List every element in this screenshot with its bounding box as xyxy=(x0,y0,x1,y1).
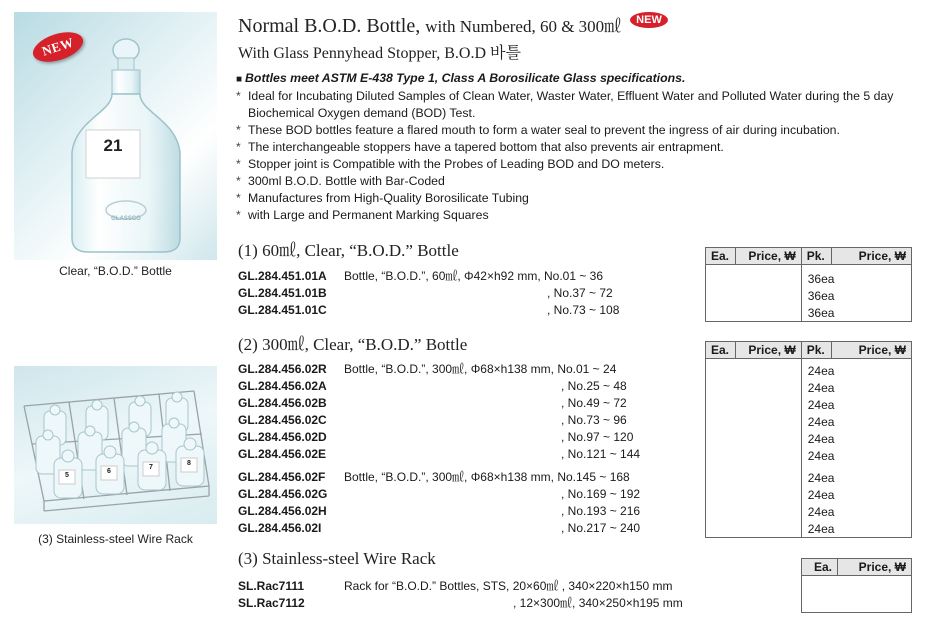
feature-item: * The interchangeable stoppers have a tapered bottom that also prevents air entrapment. xyxy=(236,140,724,154)
item-description: , No.217 ~ 240 xyxy=(561,521,641,535)
feature-item-text: Stopper joint is Compatible with the Probes of Leading BOD and DO meters. xyxy=(248,157,665,171)
item-description: Bottle, “B.O.D.”, 300㎖, Φ68×h138 mm, No.01 ~ 24 xyxy=(344,362,617,376)
section-title-300ml: (2) 300㎖, Clear, “B.O.D.” Bottle xyxy=(238,335,468,354)
col-pk: Pk. xyxy=(801,248,831,265)
item-description: , No.73 ~ 96 xyxy=(561,413,627,427)
item-code: SL.Rac7112 xyxy=(238,596,305,610)
feature-item: * Manufactures from High-Quality Borosilicate Tubing xyxy=(236,191,529,205)
bottle-number-label: 21 xyxy=(103,136,123,155)
feature-item: * Stopper joint is Compatible with the Probes of Leading BOD and DO meters. xyxy=(236,157,665,171)
item-code: GL.284.451.01B xyxy=(238,286,327,300)
pack-qty: 36ea xyxy=(801,271,911,288)
feature-item-text: These BOD bottles feature a flared mouth to form a water seal to prevent the ingress of air during incubation. xyxy=(248,123,840,137)
price-table-60ml xyxy=(705,247,912,322)
item-code: GL.284.456.02H xyxy=(238,504,327,518)
col-price: Price, ₩ xyxy=(838,559,912,576)
feature-item: * 300ml B.O.D. Bottle with Bar-Coded xyxy=(236,174,445,188)
item-code: GL.284.456.02G xyxy=(238,487,328,501)
pack-qty: 36ea xyxy=(801,305,911,322)
item-code: GL.284.456.02E xyxy=(238,447,327,461)
feature-item: * with Large and Permanent Marking Squares xyxy=(236,208,489,222)
col-pk: Pk. xyxy=(801,342,831,359)
wire-rack-photo xyxy=(14,366,217,524)
pack-qty: 24ea xyxy=(801,397,911,414)
item-description: , No.25 ~ 48 xyxy=(561,379,627,393)
page-subtitle: With Glass Pennyhead Stopper, B.O.D 바틀 xyxy=(238,45,521,62)
pack-qty: 24ea xyxy=(801,380,911,397)
pack-qty: 24ea xyxy=(801,414,911,431)
pack-qty: 24ea xyxy=(801,363,911,380)
bod-bottle-photo xyxy=(14,12,217,260)
wire-rack-illustration xyxy=(14,366,217,524)
feature-lead-text: Bottles meet ASTM E-438 Type 1, Class A Borosilicate Glass specifications. xyxy=(245,71,686,85)
title-new-badge: NEW xyxy=(630,12,668,28)
feature-item: * These BOD bottles feature a flared mouth to form a water seal to prevent the ingress of air during incubation. xyxy=(236,123,840,137)
rack-bottle-label: 7 xyxy=(149,464,153,471)
price-table-300ml xyxy=(705,341,912,538)
feature-lead: ■ Bottles meet ASTM E-438 Type 1, Class A Borosilicate Glass specifications. xyxy=(236,71,686,85)
feature-item-text: Manufactures from High-Quality Borosilicate Tubing xyxy=(248,191,529,205)
new-badge: NEW xyxy=(29,27,86,68)
col-price: Price, ₩ xyxy=(735,342,801,359)
pack-qty: 24ea xyxy=(801,504,911,521)
pack-qty: 24ea xyxy=(801,487,911,504)
item-code: GL.284.456.02F xyxy=(238,470,326,484)
rack-bottle-label: 8 xyxy=(187,460,191,467)
feature-item-text: Ideal for Incubating Diluted Samples of Clean Water, Waster Water, Effluent Water and Polluted Water during the 5 day Biochemical Oxygen demand (BOD) Test. xyxy=(248,89,894,120)
item-code: GL.284.451.01A xyxy=(238,269,327,283)
pack-qty: 24ea xyxy=(801,521,911,538)
col-price: Price, ₩ xyxy=(735,248,801,265)
col-price: Price, ₩ xyxy=(831,342,911,359)
section-title-60ml: (1) 60㎖, Clear, “B.O.D.” Bottle xyxy=(238,241,459,260)
item-description: , No.49 ~ 72 xyxy=(561,396,627,410)
pack-qty: 24ea xyxy=(801,470,911,487)
price-table-rack xyxy=(801,558,912,613)
item-description: , No.193 ~ 216 xyxy=(561,504,641,518)
item-code: GL.284.456.02C xyxy=(238,413,327,427)
item-description: , No.37 ~ 72 xyxy=(547,286,613,300)
item-description: Bottle, “B.O.D.”, 60㎖, Φ42×h92 mm, No.01 ~ 36 xyxy=(344,269,604,283)
rack-bottle-label: 5 xyxy=(65,472,69,479)
item-description: , No.73 ~ 108 xyxy=(547,303,620,317)
item-code: GL.284.456.02I xyxy=(238,521,322,535)
item-code: GL.284.456.02A xyxy=(238,379,327,393)
item-description: Bottle, “B.O.D.”, 300㎖, Φ68×h138 mm, No.145 ~ 168 xyxy=(344,470,630,484)
item-code: GL.284.456.02R xyxy=(238,362,327,376)
item-description: , 12×300㎖, 340×250×h195 mm xyxy=(513,596,683,610)
section-title-rack: (3) Stainless-steel Wire Rack xyxy=(238,549,436,568)
feature-item-text: with Large and Permanent Marking Squares xyxy=(248,208,489,222)
col-ea: Ea. xyxy=(706,248,736,265)
col-ea: Ea. xyxy=(802,559,838,576)
item-description: , No.121 ~ 144 xyxy=(561,447,641,461)
item-code: GL.284.451.01C xyxy=(238,303,327,317)
pack-qty: 24ea xyxy=(801,431,911,448)
feature-item: * Ideal for Incubating Diluted Samples of Clean Water, Waster Water, Effluent Water and Polluted Water during the 5 day Biochemical Oxygen demand (BOD) Test. xyxy=(236,89,894,120)
item-description: , No.97 ~ 120 xyxy=(561,430,634,444)
col-price: Price, ₩ xyxy=(831,248,911,265)
item-description: , No.169 ~ 192 xyxy=(561,487,641,501)
pack-qty: 36ea xyxy=(801,288,911,305)
page-title-suffix: with Numbered, 60 & 300㎖ xyxy=(425,17,622,36)
page-title-main: Normal B.O.D. Bottle, xyxy=(238,15,421,37)
pack-qty: 24ea xyxy=(801,448,911,465)
col-ea: Ea. xyxy=(706,342,736,359)
item-code: GL.284.456.02D xyxy=(238,430,327,444)
bottle-logo: GLASSCO xyxy=(111,216,141,222)
page-title xyxy=(238,12,668,38)
item-code: GL.284.456.02B xyxy=(238,396,327,410)
feature-item-text: The interchangeable stoppers have a tapered bottom that also prevents air entrapment. xyxy=(248,140,724,154)
feature-list xyxy=(236,70,916,224)
feature-item-text: 300ml B.O.D. Bottle with Bar-Coded xyxy=(248,174,445,188)
bottle-caption: Clear, “B.O.D.” Bottle xyxy=(59,264,172,278)
rack-bottle-label: 6 xyxy=(107,468,111,475)
rack-caption: (3) Stainless-steel Wire Rack xyxy=(38,532,193,546)
item-code: SL.Rac7111 xyxy=(238,579,305,593)
item-description: Rack for “B.O.D.” Bottles, STS, 20×60㎖ , 340×220×h150 mm xyxy=(344,579,673,593)
